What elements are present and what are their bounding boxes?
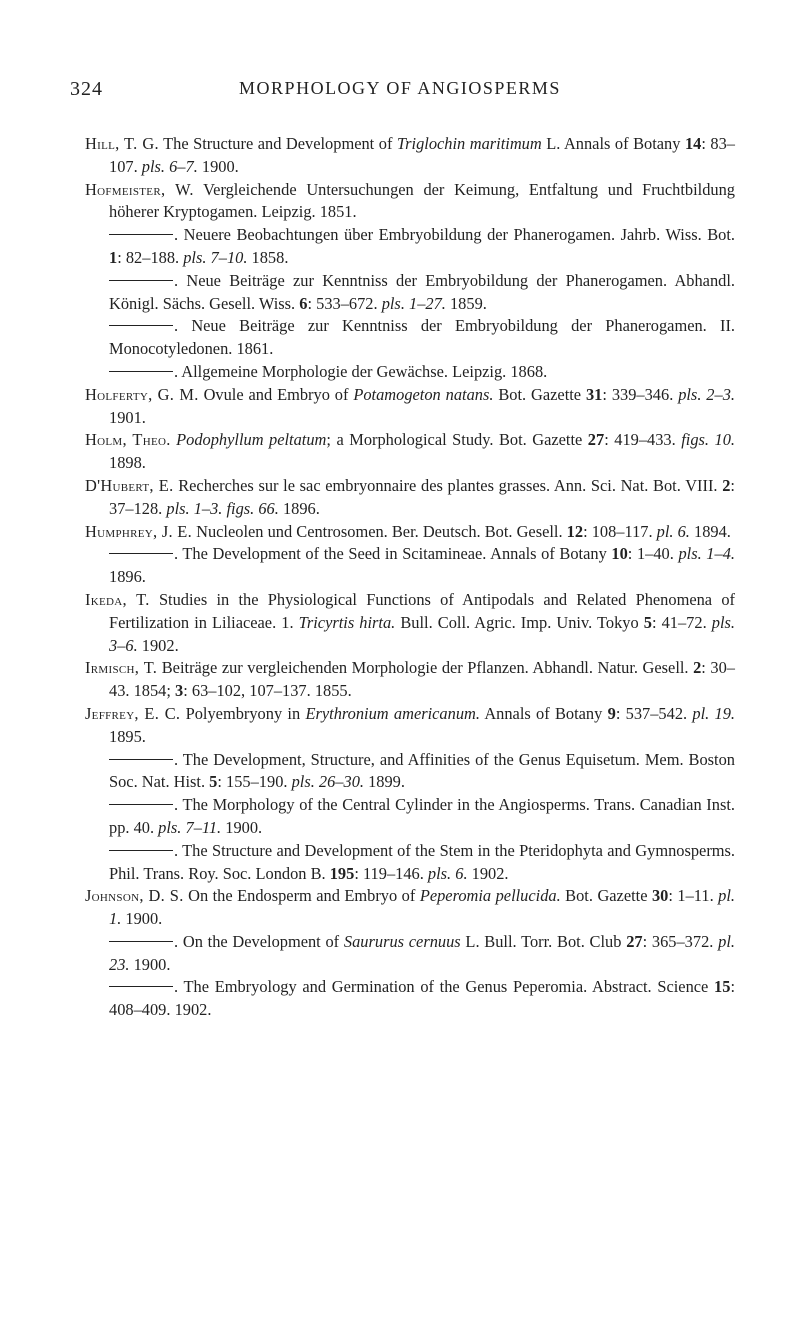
reference-text: 1896. [109, 567, 146, 587]
volume-number: 30 [651, 886, 669, 906]
italic-text: pl. 1. [109, 886, 735, 929]
italic-text: pls. 6. [427, 863, 468, 883]
reference-text: : 83–107. [109, 134, 735, 176]
italic-text: pl. 6. [656, 521, 690, 541]
reference-entry [85, 315, 735, 361]
ditto-rule [109, 325, 173, 326]
reference-entry [85, 475, 735, 521]
reference-entry [85, 931, 735, 977]
ditto-rule [109, 234, 173, 235]
italic-text: pls. 3–6. [109, 612, 735, 655]
reference-text: . On the Development of [174, 931, 344, 951]
reference-author: Holm, Theo. [85, 430, 171, 450]
reference-text: : 1–40. [627, 544, 679, 564]
reference-entry [85, 794, 735, 840]
volume-number: 27 [626, 931, 643, 951]
reference-entry [85, 976, 735, 1022]
reference-text: 1902. [467, 863, 509, 883]
italic-text: Potamogeton natans. [353, 384, 494, 404]
reference-text: Ovule and Embryo of [203, 384, 354, 404]
ditto-rule [109, 804, 173, 805]
ditto-rule [109, 371, 173, 372]
reference-text: Nucleolen und Centrosomen. Ber. Deutsch. Bot. Gesell. [196, 521, 567, 541]
reference-entry [85, 133, 735, 179]
reference-author: Irmisch, T. [85, 658, 158, 678]
italic-text: pl. 23. [109, 931, 735, 974]
reference-text: Bot. Gazette [493, 384, 586, 404]
reference-text: Beiträge zur vergleichenden Morphologie der Pflanzen. Abhandl. Natur. Gesell. [161, 658, 694, 678]
reference-text: : 30–43. 1854; [109, 658, 735, 701]
reference-text: : 419–433. [604, 430, 682, 450]
reference-text: . The Morphology of the Central Cylinder in the Angiosperms. Trans. Canadian Inst. pp. 40. [109, 795, 735, 837]
reference-text: : 365–372. [642, 931, 719, 951]
reference-entry [85, 179, 735, 225]
italic-text: figs. 10. [681, 430, 735, 450]
italic-text: pl. 19. [692, 703, 736, 723]
volume-number: 27 [587, 430, 605, 450]
reference-text: 1898. [109, 453, 146, 473]
reference-author: Hill, T. G. [85, 134, 159, 153]
reference-text: Bull. Coll. Agric. Imp. Univ. Tokyo [395, 612, 644, 632]
italic-text: pls. 1–4. [678, 544, 735, 564]
reference-entry [85, 840, 735, 886]
volume-number: 31 [585, 384, 603, 404]
reference-text: : 1–11. [668, 886, 719, 906]
volume-number: 12 [566, 521, 584, 541]
reference-text: : 339–346. [602, 384, 679, 404]
reference-text: ; a Morphological Study. Bot. Gazette [326, 430, 588, 450]
reference-entry [85, 703, 735, 749]
reference-text: 1859. [445, 293, 487, 313]
volume-number: 14 [684, 134, 702, 153]
reference-entry [85, 429, 735, 475]
page-header [70, 78, 730, 104]
italic-text: pls. 7–11. [158, 817, 222, 837]
reference-text: 1894. [689, 521, 731, 541]
reference-author: Johnson, D. S. [85, 886, 184, 906]
volume-number: 2 [722, 475, 731, 495]
reference-text: Recherches sur le sac embryonnaire des plantes grasses. Ann. Sci. Nat. Bot. VIII. [178, 475, 723, 495]
reference-entry [85, 657, 735, 703]
volume-number: 9 [607, 703, 616, 723]
italic-text: pls. 2–3. [678, 384, 735, 404]
reference-author: D'Hubert, E. [85, 475, 174, 495]
volume-number: 3 [175, 681, 184, 701]
reference-entry [85, 224, 735, 270]
volume-number: 2 [693, 658, 702, 678]
italic-text: pls. 1–3. figs. 66. [166, 498, 279, 518]
reference-author: Jeffrey, E. C. [85, 703, 181, 723]
reference-text: : 155–190. [217, 772, 292, 792]
ditto-rule [109, 759, 173, 760]
italic-text: pls. 7–10. [183, 247, 248, 267]
reference-text: Annals of Botany [479, 703, 608, 723]
reference-text: : 537–542. [615, 703, 693, 723]
reference-text: . Neue Beiträge zur Kenntniss der Embryobildung der Phanerogamen. II. Monocotyledonen. 1861. [109, 316, 735, 359]
reference-entry [85, 589, 735, 657]
ditto-rule [109, 986, 173, 987]
italic-text: Erythronium americanum. [305, 703, 480, 723]
reference-entry [85, 361, 735, 384]
reference-text: L. Bull. Torr. Bot. Club [460, 931, 627, 951]
italic-text: Peperomia pellucida. [419, 886, 561, 906]
reference-text: 1899. [364, 772, 405, 792]
reference-text: : 82–188. [117, 247, 184, 267]
reference-text: 1900. [221, 817, 263, 837]
reference-text: 1900. [129, 954, 171, 974]
ditto-rule [109, 850, 173, 851]
italic-text: pls. 6–7. [141, 156, 198, 176]
reference-text: 1901. [109, 407, 146, 427]
page-number: 324 [70, 78, 103, 100]
reference-text: 1902. [137, 635, 179, 655]
reference-text: . The Structure and Development of the Stem in the Pteridophyta and Gymnosperms. Phil. Trans. Roy. Soc. London B. [109, 840, 735, 883]
reference-text: : 533–672. [307, 293, 382, 313]
reference-entry [85, 384, 735, 430]
reference-text: : 41–72. [651, 612, 712, 632]
italic-text: Saururus cernuus [343, 931, 461, 951]
reference-text: . Neue Beiträge zur Kenntniss der Embryobildung der Phanerogamen. Abhandl. Königl. Sächs. Gesell. Wiss. [109, 270, 735, 313]
italic-text: pls. 1–27. [381, 293, 446, 313]
reference-entry [85, 885, 735, 931]
reference-text: . The Development, Structure, and Affinities of the Genus Equisetum. Mem. Boston Soc. Nat. Hist. [109, 749, 735, 792]
reference-text: : 119–146. [354, 863, 428, 883]
running-title: MORPHOLOGY OF ANGIOSPERMS [239, 78, 561, 98]
reference-text: 1900. [121, 909, 163, 929]
reference-author: Holferty, G. M. [85, 384, 199, 404]
reference-text: 1895. [109, 726, 146, 746]
reference-author: Humphrey, J. E. [85, 521, 193, 541]
volume-number: 195 [329, 863, 355, 883]
ditto-rule [109, 941, 173, 942]
italic-text: pls. 26–30. [291, 772, 364, 792]
reference-text: . The Development of the Seed in Scitamineae. Annals of Botany [174, 544, 612, 564]
volume-number: 5 [643, 612, 652, 632]
italic-text: Tricyrtis hirta. [298, 612, 396, 632]
reference-text: Bot. Gazette [560, 886, 652, 906]
volume-number: 10 [611, 544, 628, 564]
italic-text: Podophyllum peltatum [176, 430, 327, 450]
volume-number: 15 [714, 977, 731, 997]
reference-text: 1896. [278, 498, 320, 518]
reference-author: Ikeda, T. [85, 589, 150, 609]
bibliography-list [85, 133, 735, 1022]
reference-entry [85, 543, 735, 589]
reference-text: L. Annals of Botany [541, 134, 685, 153]
reference-text: 1900. [197, 156, 239, 176]
reference-entry [85, 521, 735, 544]
reference-text: . The Embryology and Germination of the Genus Peperomia. Abstract. Science [174, 977, 715, 997]
reference-entry [85, 270, 735, 316]
reference-text: On the Endosperm and Embryo of [188, 886, 420, 906]
reference-text: : 63–102, 107–137. 1855. [183, 681, 352, 701]
reference-text: . Neuere Beobachtungen über Embryobildung der Phanerogamen. Jahrb. Wiss. Bot. [174, 225, 735, 245]
volume-number: 5 [209, 772, 218, 792]
reference-author: Hofmeister, W. [85, 179, 194, 199]
ditto-rule [109, 553, 173, 554]
reference-text: : 408–409. 1902. [109, 977, 735, 1020]
reference-text: . Allgemeine Morphologie der Gewächse. Leipzig. 1868. [174, 361, 548, 381]
reference-entry [85, 749, 735, 795]
reference-text: : 108–117. [583, 521, 657, 541]
italic-text: Triglochin maritimum [396, 134, 542, 153]
reference-text: The Structure and Development of [163, 134, 397, 153]
ditto-rule [109, 280, 173, 281]
reference-text: Studies in the Physiological Functions of Antipodals and Related Phenomena of Fertilization in Liliaceae. 1. [109, 589, 735, 632]
reference-text: Polyembryony in [185, 703, 306, 723]
volume-number: 1 [109, 247, 118, 267]
reference-text: : 37–128. [109, 475, 735, 518]
volume-number: 6 [299, 293, 308, 313]
reference-text: Vergleichende Untersuchungen der Keimung, Entfaltung und Fruchtbildung höherer Kryptogamen. Leipzig. 1851. [109, 179, 735, 222]
reference-text: 1858. [247, 247, 289, 267]
